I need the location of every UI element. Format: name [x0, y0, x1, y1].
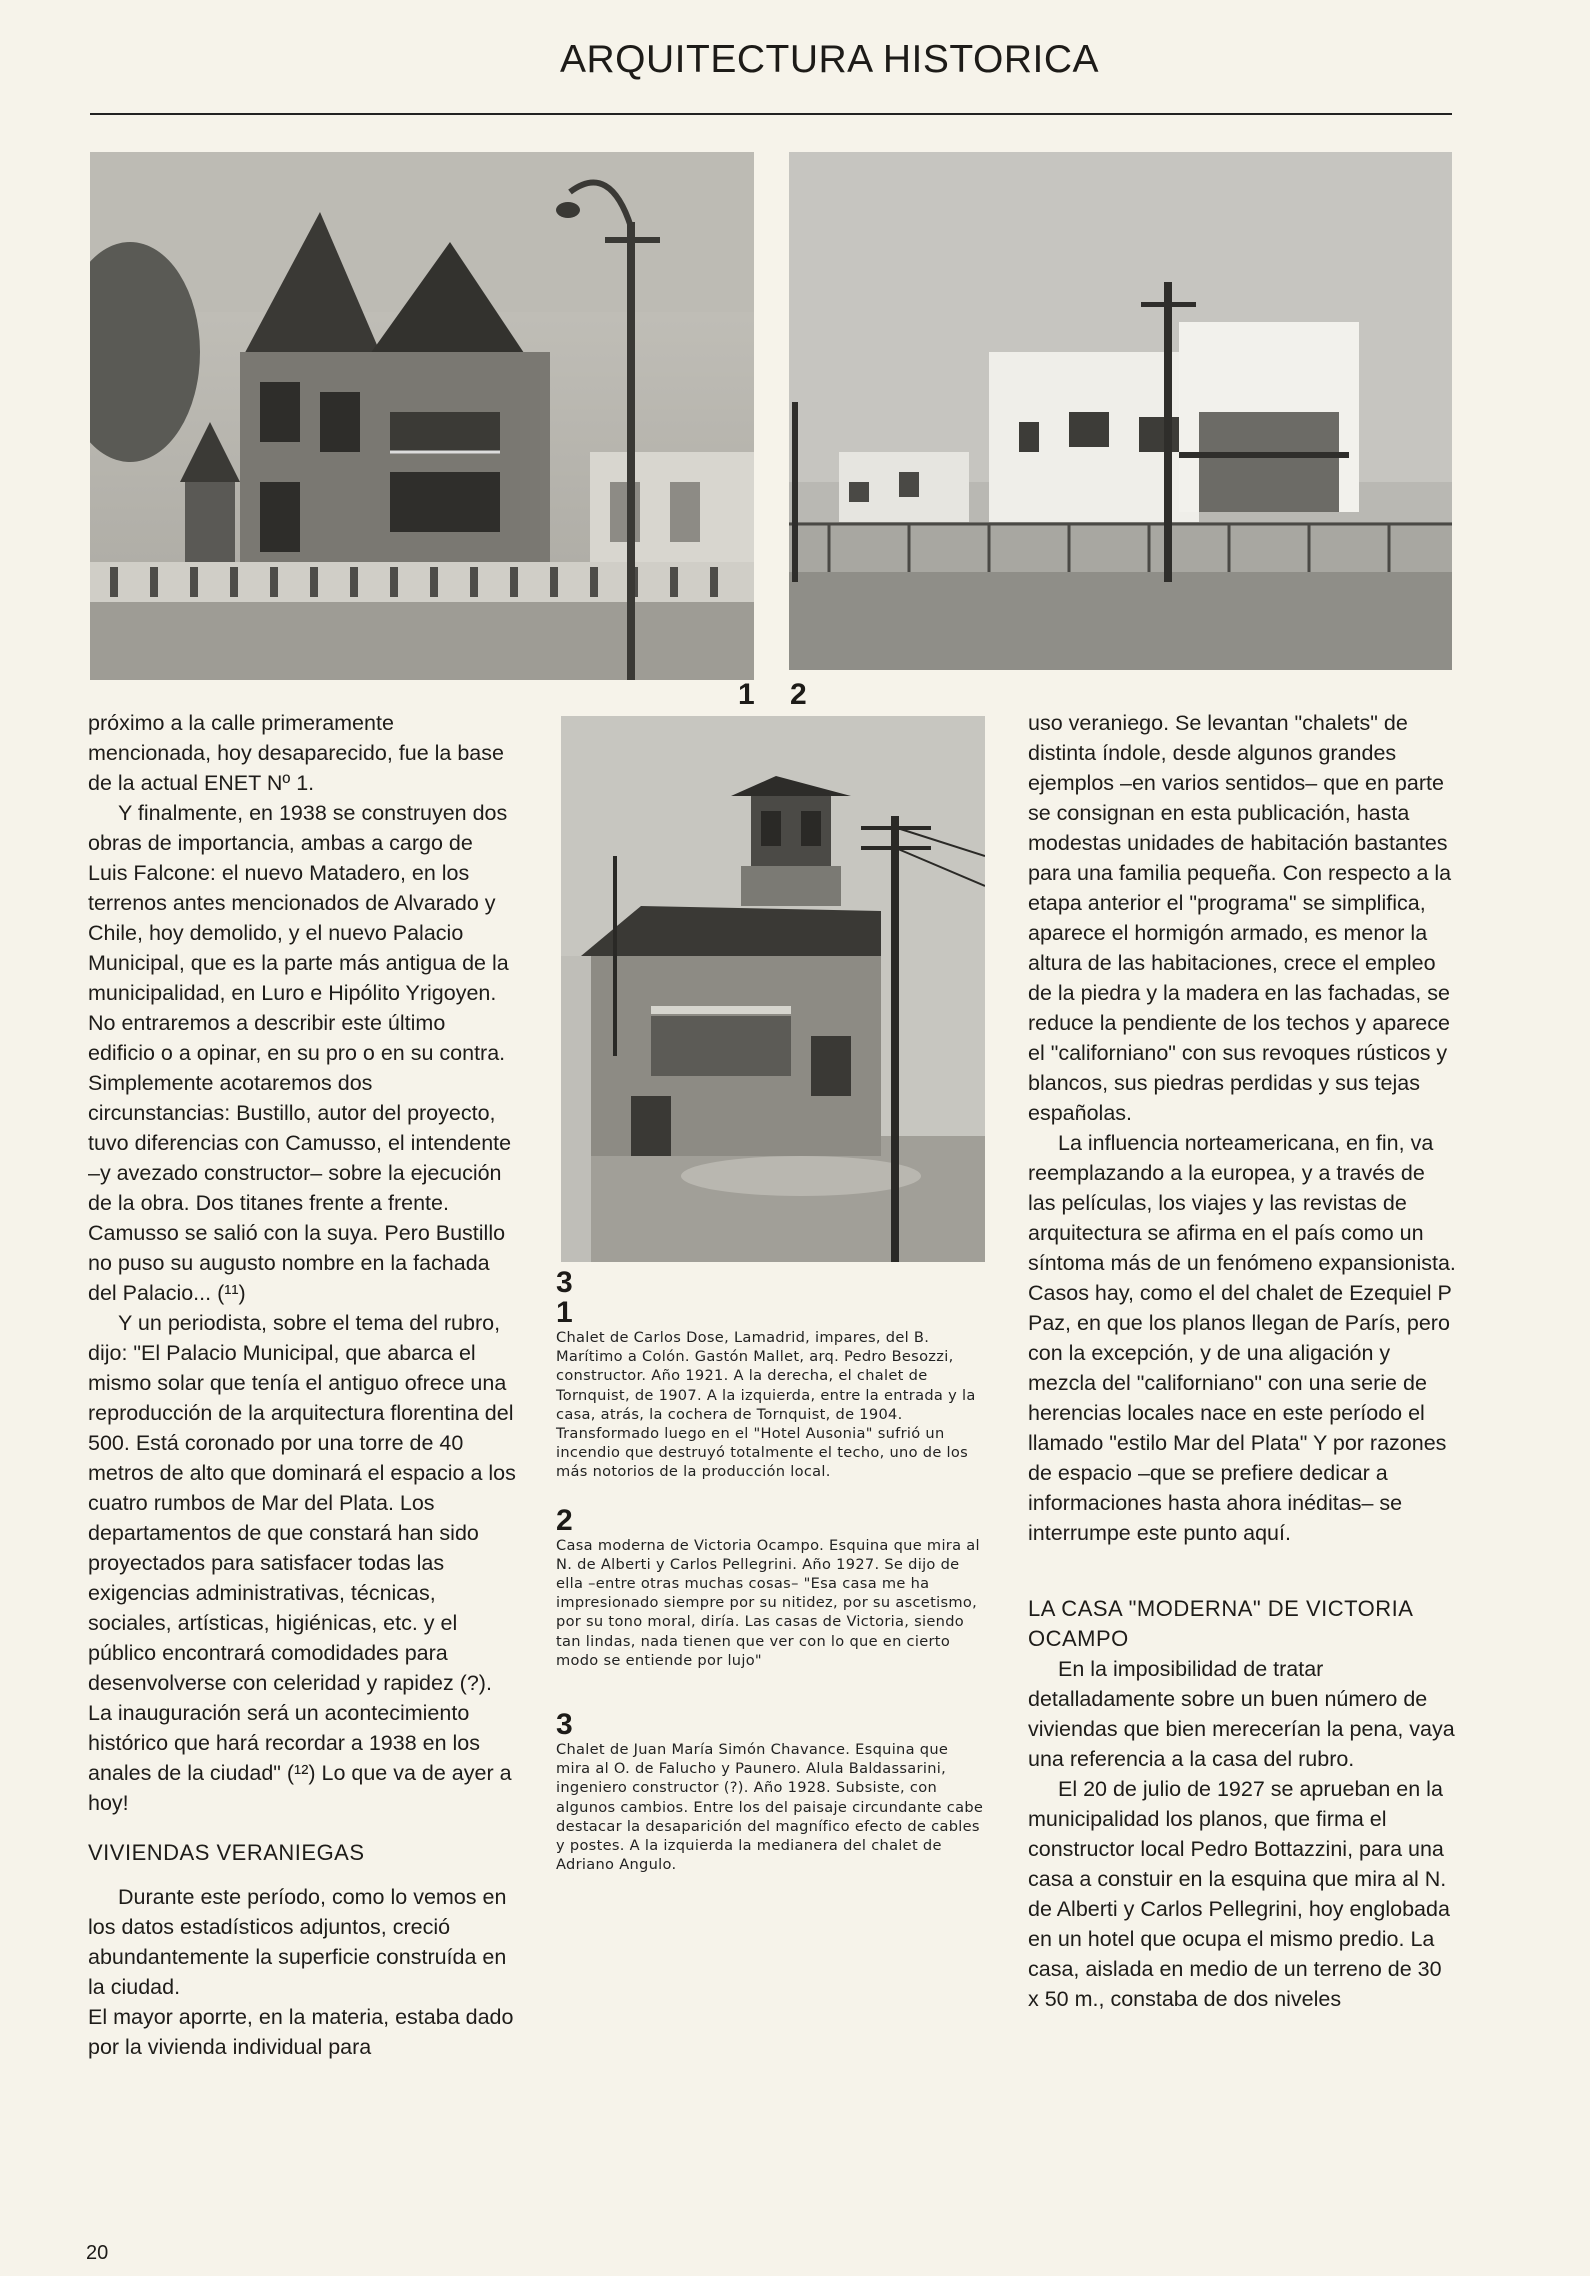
- photo-2-number: 2: [790, 678, 807, 711]
- left-paragraph-2: Y finalmente, en 1938 se construyen dos obras de importancia, ambas a cargo de Luis Falcone: el nuevo Matadero, en los terrenos antes mencionados de Alvarado y Chile, hoy demolido, y el nuevo Palacio Municipal, que es la parte más antigua de la municipalidad, en Luro e Hipólito Yrigoyen. No entraremos a describir este último edificio o a opinar, en su pro o en su contra. Simplemente acotaremos dos circunstancias: Bustillo, autor del proyecto, tuvo diferencias con Camusso, el intendente –y avezado constructor– sobre la ejecución de la obra. Dos titanes frente a frente. Camusso se salió con la suya. Pero Bustillo no puso su augusto nombre en la fachada del Palacio... (¹¹): [88, 801, 512, 1305]
- section-heading-casa-moderna: LA CASA "MODERNA" DE VICTORIA OCAMPO: [1028, 1596, 1413, 1651]
- header-rule: [90, 113, 1452, 115]
- caption-photo-2: [556, 1503, 986, 1670]
- left-paragraph-1: próximo a la calle primeramente mencionada, hoy desaparecido, fue la base de la actual ENET Nº 1.: [88, 711, 504, 795]
- caption-number: 3: [556, 1708, 573, 1742]
- left-column: [88, 708, 518, 2062]
- photo-chalet-chavance: [561, 716, 985, 1262]
- right-paragraph-1: uso veraniego. Se levantan "chalets" de distinta índole, desde algunos grandes ejemplos –en varios sentidos– que en parte se consignan en esta publicación, hasta modestas unidades de habitación bastantes para una familia pequeña. Con respecto a la etapa anterior el "programa" se simplifica, aparece el hormigón armado, es menor la altura de las habitaciones, crece el empleo de la piedra y la madera en las fachadas, se reduce la pendiente de los techos y aparece el "californiano" con sus revoques rústicos y blancos, sus piedras perdidas y sus tejas españolas.: [1028, 711, 1452, 1125]
- caption-number: 2: [556, 1503, 573, 1537]
- right-paragraph-2: La influencia norteamericana, en fin, va reemplazando a la europea, y a través de las películas, los viajes y las revistas de arquitectura se afirma en el país como un síntoma más de un fenómeno expansionista. Casos hay, como el del chalet de Ezequiel P Paz, en que los planos llegan de París, pero con la excepción, y de una aligación y mezcla del "californiano" con una serie de herencias locales nace en este período el llamado "estilo Mar del Plata" Y por razones de espacio –que se prefiere dedicar a informaciones hasta ahora inéditas– se interrumpe este punto aquí.: [1028, 1131, 1456, 1545]
- page-title: ARQUITECTURA HISTORICA: [560, 38, 1100, 81]
- right-column: [1028, 708, 1458, 2014]
- photo-chalet-dose: [90, 152, 754, 680]
- photo-casa-ocampo-image: [789, 152, 1452, 670]
- photo-chalet-dose-image: [90, 152, 754, 680]
- caption-photo-marker: [556, 1268, 986, 1298]
- section-heading-viviendas: VIVIENDAS VERANIEGAS: [88, 1840, 365, 1865]
- caption-photo-1: [556, 1298, 986, 1482]
- left-paragraph-5: El mayor aporrte, en la materia, estaba dado por la vivienda individual para: [88, 2005, 514, 2059]
- left-paragraph-4: Durante este período, como lo vemos en los datos estadísticos adjuntos, creció abundantemente la superficie construída en la ciudad.: [88, 1885, 507, 1999]
- caption-marker-number: 3: [556, 1266, 573, 1299]
- photo-captions: [556, 1268, 986, 1874]
- caption-text: Chalet de Carlos Dose, Lamadrid, impares, del B. Marítimo a Colón. Gastón Mallet, arq. Pedro Besozzi, constructor. Año 1921. A la derecha, el chalet de Tornquist, de 1907. A la izquierda, entre la entrada y la casa, atrás, la cochera de Tornquist, de 1904. Transformado luego en el "Hotel Ausonia" sufrió un incendio que destruyó totalmente el techo, uno de los más notorios de la producción local.: [556, 1329, 976, 1481]
- page-number: 20: [86, 2242, 109, 2264]
- right-paragraph-3: En la imposibilidad de tratar detalladamente sobre un buen número de viviendas que bien merecerían la pena, vaya una referencia a la casa del rubro.: [1028, 1657, 1455, 1771]
- left-paragraph-3: Y un periodista, sobre el tema del rubro, dijo: "El Palacio Municipal, que abarca el mismo solar que tenía el antiguo ofrece una reproducción de la arquitectura florentina del 500. Está coronado por una torre de 40 metros de alto que dominará el espacio a los cuatro rumbos de Mar del Plata. Los departamentos de que constará han sido proyectados para satisfacer todas las exigencias administrativas, técnicas, sociales, artísticas, higiénicas, etc. y el público encontrará comodidades para desenvolverse con celeridad y rapidez (?). La inauguración será un acontecimiento histórico que hará recordar a 1938 en los anales de la ciudad" (¹²) Lo que va de ayer a hoy!: [88, 1311, 516, 1815]
- caption-number: 1: [556, 1296, 573, 1329]
- photo-1-number: 1: [738, 678, 755, 711]
- right-paragraph-4: El 20 de julio de 1927 se aprueban en la municipalidad los planos, que firma el constructor local Pedro Bottazzini, para una casa a constuir en la esquina que mira al N. de Alberti y Carlos Pellegrini, hoy englobada en un hotel que ocupa el mismo predio. La casa, aislada en medio de un terreno de 30 x 50 m., constaba de dos niveles: [1028, 1777, 1450, 2011]
- photo-casa-ocampo: [789, 152, 1452, 670]
- caption-photo-3: [556, 1710, 986, 1874]
- caption-text: Chalet de Juan María Simón Chavance. Esquina que mira al O. de Falucho y Paunero. Alula Baldassarini, ingeniero constructor (?). Año 1928. Subsiste, con algunos cambios. Entre los del paisaje circundante cabe destacar la desaparición del magnífico efecto de cables y postes. A la izquierda la medianera del chalet de Adriano Angulo.: [556, 1741, 984, 1874]
- photo-chalet-chavance-image: [561, 716, 985, 1262]
- caption-text: Casa moderna de Victoria Ocampo. Esquina que mira al N. de Alberti y Carlos Pellegrini. Año 1927. Se dijo de ella –entre otras muchas cosas– "Esa casa me ha impresionado siempre por su nitidez, por su ascetismo, por su tono moral, diría. Las casas de Victoria, siendo tan lindas, nada tienen que ver con lo que en cierto modo se entiende por lujo": [556, 1536, 980, 1669]
